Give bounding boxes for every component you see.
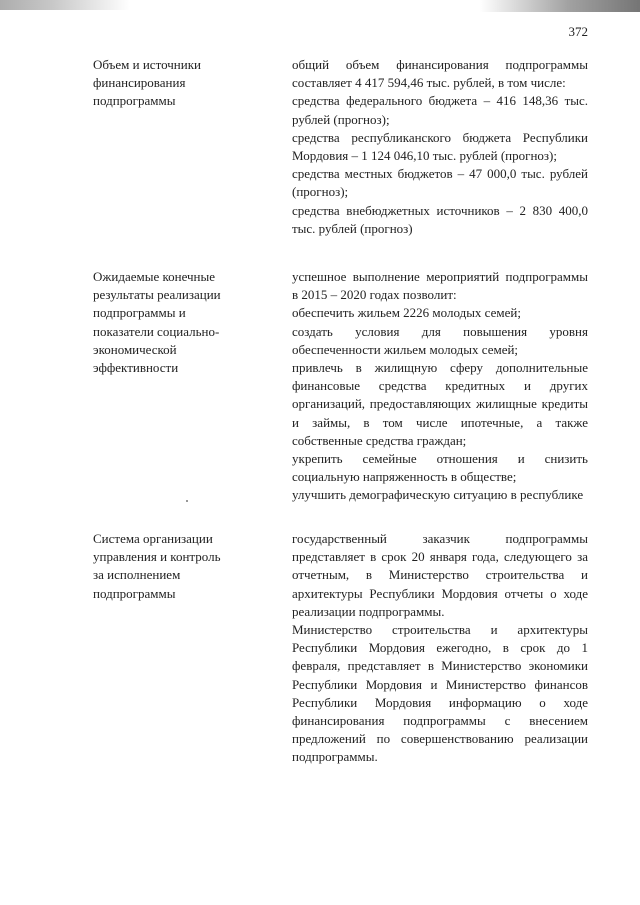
label-line: финансирования: [93, 75, 186, 91]
label-line: Ожидаемые конечные: [93, 269, 216, 284]
expected-results-label: [93, 268, 253, 377]
label-line: экономической: [93, 341, 177, 357]
scan-edge-artifact: [0, 0, 130, 10]
label-line: подпрограммы и: [93, 305, 186, 321]
label-line: результаты реализации: [93, 287, 221, 303]
content-paragraph: средства местных бюджетов – 47 000,0 тыс. рублей (прогноз);: [292, 166, 588, 200]
content-paragraph: общий объем финансирования подпрограммы составляет 4 417 594,46 тыс. рублей, в том числе:: [292, 57, 588, 91]
page-number: 372: [568, 24, 588, 39]
content-paragraph: государственный заказчик подпрограммы представляет в срок 20 января года, следующего за отчетным, в Министерство строительства и архитектуры Республики Мордовия отчеты о ходе реализации подпрограммы.: [292, 531, 588, 619]
label-line: Система организации: [93, 531, 213, 546]
management-content: [292, 530, 588, 767]
expected-results-content: [292, 268, 588, 505]
financing-content: [292, 56, 588, 238]
content-paragraph: Министерство строительства и архитектуры Республики Мордовия ежегодно, в срок до 1 февраля, представляет в Министерство экономики Республики Мордовия и Министерство финансов Республики Мордовия информацию о ходе финансирования подпрограммы с внесением предложений по совершенствованию реализации подпрограммы.: [292, 622, 588, 765]
label-line: эффективности: [93, 360, 179, 376]
label-line: показатели социально-: [93, 323, 220, 339]
management-label: [93, 530, 253, 603]
content-paragraph: средства республиканского бюджета Республики Мордовия – 1 124 046,10 тыс. рублей (прогноз);: [292, 129, 588, 164]
content-paragraph: привлечь в жилищную сферу дополнительные финансовые средства кредитных и других организаций, предоставляющих жилищные кредиты и займы, в том числе ипотечные, а также собственные средства граждан;: [292, 360, 588, 448]
label-line: за исполнением: [93, 567, 181, 583]
content-paragraph: создать условия для повышения уровня обеспеченности жильем молодых семей;: [292, 323, 588, 357]
content-paragraph: успешное выполнение мероприятий подпрограммы в 2015 – 2020 годах позволит:: [292, 269, 588, 303]
label-line: подпрограммы: [93, 93, 176, 109]
content-paragraph: обеспечить жильем 2226 молодых семей;: [292, 305, 521, 321]
scan-edge-artifact: [480, 0, 640, 12]
content-paragraph: средства внебюджетных источников – 2 830 400,0 тыс. рублей (прогноз): [292, 202, 588, 236]
financing-label: [93, 56, 253, 111]
content-paragraph: улучшить демографическую ситуацию в республике: [292, 487, 584, 503]
scan-speck: [186, 500, 188, 502]
content-paragraph: средства федерального бюджета – 416 148,36 тыс. рублей (прогноз);: [292, 93, 588, 127]
label-line: подпрограммы: [93, 585, 176, 601]
label-line: Объем и источники: [93, 57, 201, 72]
label-line: управления и контроль: [93, 549, 221, 565]
content-paragraph: укрепить семейные отношения и снизить социальную напряженность в обществе;: [292, 451, 588, 485]
